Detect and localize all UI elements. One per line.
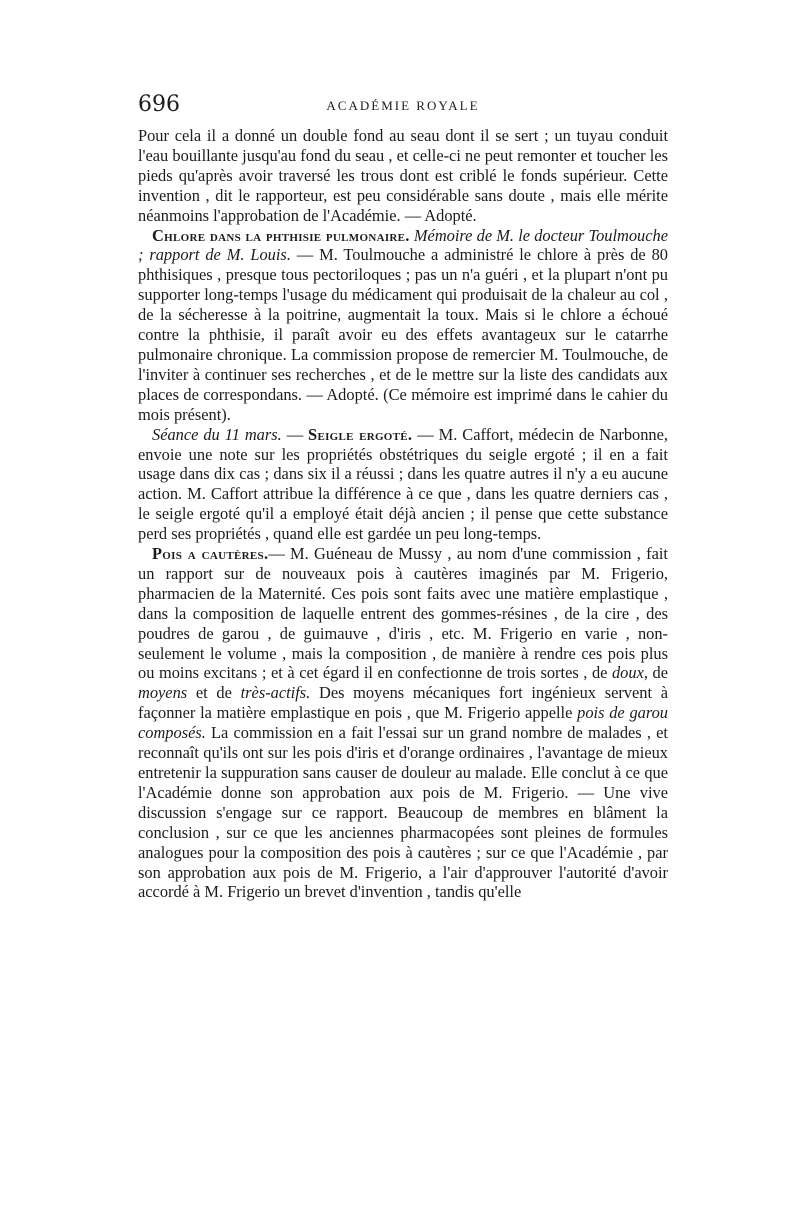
body-text: [138, 126, 668, 902]
book-page: [138, 92, 668, 902]
pois-text-1: — M. Guéneau de Mussy , au nom d'une commission , fait un rapport sur de nouveaux pois à cautères imaginés par M. Frigerio, pharmacien de la Maternité. Ces pois sont faits avec une matière emplastique , dans la composition de laquelle entrent des gommes-résines , de la cire , des poudres de garou , de guimauve , d'iris , etc. M. Frigerio en varie , non-seulement le volume , mais la composition , de manière à rendre ces pois plus ou moins excitans ; et à cet égard il en confectionne de trois sortes , de: [138, 544, 668, 683]
page-number: 696: [138, 92, 180, 117]
section-heading-pois: Pois a cautères.: [152, 544, 269, 564]
paragraph-chlore-body: — M. Toulmouche a administré le chlore à près de 80 phthisiques , presque tous pectoriloques ; pas un n'a guéri , et la plupart n'ont pu supporter long-temps l'usage du médicament qui produisait de la chaleur au col , de la sécheresse à la poitrine, augmentait la toux. Mais si le chlore a échoué contre la phthisie, il paraît avoir eu des effets avantageux sur le catarrhe pulmonaire chronique. La commission propose de remercier M. Toulmouche, de l'inviter à continuer ses recherches , et de le mettre sur la liste des candidats aux places de correspondans. — Adopté. (Ce mémoire est imprimé dans le cahier du mois présent).: [138, 245, 668, 424]
pois-doux: doux: [611, 663, 644, 683]
pois-text-4: Des moyens mécaniques fort ingénieux servent à façonner la matière emplastique en pois , que M. Frigerio appelle: [138, 683, 669, 723]
paragraph-seigle-body: — M. Caffort, médecin de Narbonne, envoie une note sur les propriétés obstétriques du seigle ergoté ; il en a fait usage dans dix cas ; dans six il a réussi ; dans les quatre autres il n'y a eu aucune action. M. Caffort attribue la différence à ce que , dans les quatre derniers cas , le seigle ergoté qu'il a employé était déjà ancien ; il pense que cette substance perd ses propriétés , quand elle est gardée un peu long-temps.: [138, 424, 668, 544]
memoir-title: Mémoire de M. le docteur Toulmouche ; rapport de M. Louis.: [138, 225, 668, 265]
pois-moyens: moyens: [138, 683, 188, 703]
session-date: Séance du 11 mars.: [152, 424, 282, 444]
pois-text-5: La commission en a fait l'essai sur un grand nombre de malades , et reconnaît qu'ils ont sur les pois d'iris et d'orange ordinaires , l'avantage de mieux entretenir la suppuration sans causer de douleur au malade. Elle conclut à ce que l'Académie donne son approbation aux pois de M. Frigerio. — Une vive discussion s'engage sur ce rapport. Beaucoup de membres en blâment la conclusion , sur ce que les anciennes pharmacopées sont pleines de formules analogues pour la composition des pois à cautères ; sur ce que l'Académie , par son approbation aux pois de M. Frigerio, a l'air d'approuver l'autorité d'avoir accordé à M. Frigerio un brevet d'invention , tandis qu'elle: [138, 723, 668, 902]
paragraph-pois: [138, 544, 668, 902]
pois-text-3: et de: [187, 683, 241, 703]
paragraph-continuation: Pour cela il a donné un double fond au seau dont il se sert ; un tuyau conduit l'eau bouillante jusqu'au fond du seau , et celle-ci ne peut remonter et toucher les pieds qu'après avoir traversé les trous dont est criblé le fonds supérieur. Cette invention , dit le rapporteur, est peu considérable sans doute , mais elle mérite néanmoins l'approbation de l'Académie. — Adopté.: [138, 126, 668, 225]
session-dash: —: [281, 424, 309, 444]
pois-text-2: , de: [643, 663, 668, 683]
paragraph-seigle: [138, 425, 668, 544]
running-head: [138, 92, 668, 126]
pois-garou-composes: pois de garou composés.: [138, 703, 668, 743]
section-heading-chlore: Chlore dans la phthisie pulmonaire.: [152, 225, 410, 245]
pois-tres-actifs: très-actifs.: [240, 683, 311, 703]
paragraph-chlore: [138, 226, 668, 425]
section-heading-seigle: Seigle ergoté.: [308, 424, 413, 444]
running-title: ACADÉMIE ROYALE: [326, 98, 480, 113]
